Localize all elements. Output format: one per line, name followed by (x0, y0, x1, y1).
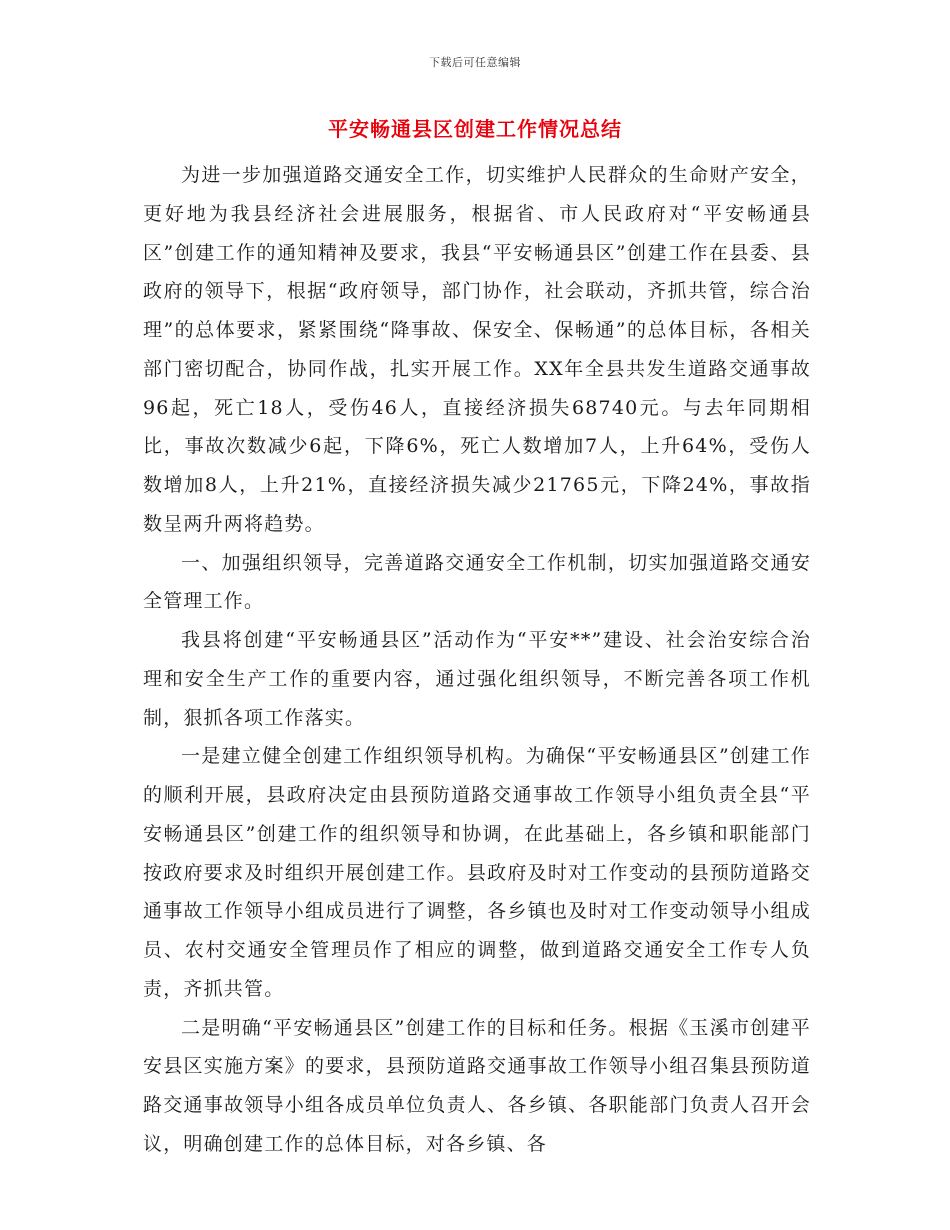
paragraph-point-1: 一是建立健全创建工作组织领导机构。为确保“平安畅通县区”创建工作的顺利开展，县政府决定由县预防道路交通事故工作领导小组负责全县“平安畅通县区”创建工作的组织领导和协调，在此基础上，各乡镇和职能部门按政府要求及时组织开展创建工作。县政府及时对工作变动的县预防道路交通事故工作领导小组成员进行了调整，各乡镇也及时对工作变动领导小组成员、农村交通安全管理员作了相应的调整，做到道路交通安全工作专人负责，齐抓共管。 (143, 745, 811, 1000)
paragraph-point-2: 二是明确“平安畅通县区”创建工作的目标和任务。根据《玉溪市创建平安县区实施方案》的要求，县预防道路交通事故工作领导小组召集县预防道路交通事故领导小组各成员单位负责人、各乡镇、各职能部门负责人召开会议，明确创建工作的总体目标，对各乡镇、各 (143, 1016, 811, 1155)
paragraph-section-summary: 我县将创建“平安畅通县区”活动作为“平安**”建设、社会治安综合治理和安全生产工作的重要内容，通过强化组织领导，不断完善各项工作机制，狠抓各项工作落实。 (143, 629, 811, 729)
document-body (143, 156, 811, 1164)
paragraph-intro: 为进一步加强道路交通安全工作，切实维护人民群众的生命财产安全，更好地为我县经济社会进展服务，根据省、市人民政府对“平安畅通县区”创建工作的通知精神及要求，我县“平安畅通县区”创建工作在县委、县政府的领导下，根据“政府领导，部门协作，社会联动，齐抓共管，综合治理”的总体要求，紧紧围绕“降事故、保安全、保畅通”的总体目标，各相关部门密切配合，协同作战，扎实开展工作。XX年全县共发生道路交通事故96起，死亡18人，受伤46人，直接经济损失68740元。与去年同期相比，事故次数减少6起，下降6%，死亡人数增加7人，上升64%，受伤人数增加8人，上升21%，直接经济损失减少21765元，下降24%，事故指数呈两升两将趋势。 (143, 164, 811, 535)
document-title: 平安畅通县区创建工作情况总结 (328, 117, 622, 141)
paragraph-section-heading-1: 一、加强组织领导，完善道路交通安全工作机制，切实加强道路交通安全管理工作。 (143, 551, 811, 613)
header-note: 下载后可任意编辑 (429, 56, 521, 69)
